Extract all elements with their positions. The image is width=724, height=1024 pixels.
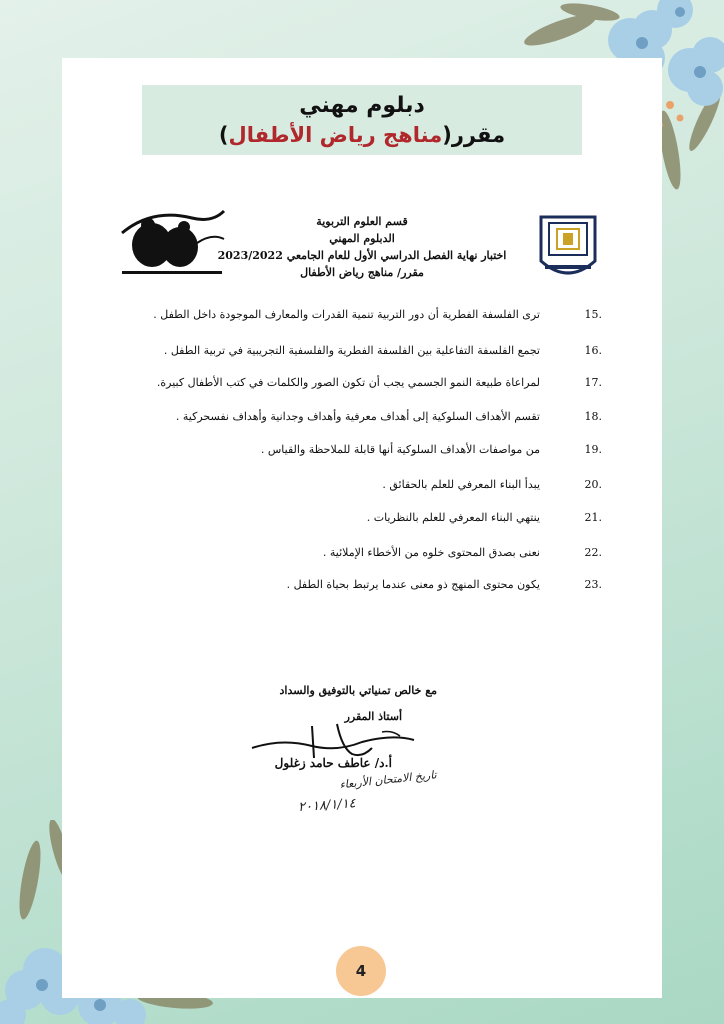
banner-course — [142, 123, 582, 147]
closing-wishes: مع خالص تمنياتي بالتوفيق والسداد — [279, 684, 437, 697]
handwritten-day: الأربعاء — [338, 775, 372, 792]
item-number: .17 — [584, 376, 602, 389]
item-text: يبدأ البناء المعرفي للعلم بالحقائق . — [382, 478, 540, 491]
item-number: .16 — [584, 344, 602, 357]
banner-paren-close: ) — [218, 123, 229, 147]
item-number: .18 — [584, 410, 602, 423]
course-name: مقرر/ مناهج رياض الأطفال — [300, 266, 424, 279]
item-text: ينتهي البناء المعرفي للعلم بالنظريات . — [366, 511, 540, 524]
list-item — [162, 410, 602, 430]
item-number: .20 — [584, 478, 602, 491]
banner-course-prefix: مقرر — [451, 123, 506, 147]
handwritten-label: تاريخ الامتحان — [373, 768, 438, 788]
banner-title: دبلوم مهني — [299, 93, 425, 118]
item-number: .21 — [584, 511, 602, 524]
exam-title: اختبار نهاية الفصل الدراسي الأول للعام الجامعي 2023/2022 — [217, 249, 507, 262]
list-item — [162, 511, 602, 531]
item-text: ترى الفلسفة الفطرية أن دور التربية تنمية القدرات والمعارف الموجودة داخل الطفل . — [153, 308, 540, 321]
exam-header — [202, 213, 522, 281]
item-number: .19 — [584, 443, 602, 456]
item-number: .15 — [584, 308, 602, 321]
university-logo — [537, 213, 599, 285]
item-text: تقسم الأهداف السلوكية إلى أهداف معرفية وأهداف وجدانية وأهداف نفسحركية . — [175, 410, 540, 423]
program-name: الدبلوم المهني — [329, 232, 395, 245]
item-text: لمراعاة طبيعة النمو الجسمي يجب أن تكون الصور والكلمات في كتب الأطفال كبيرة. — [156, 376, 540, 389]
instructor-title: أستاذ المقرر — [344, 710, 402, 723]
item-number: .22 — [584, 546, 602, 559]
list-item — [162, 443, 602, 463]
item-text: من مواصفات الأهداف السلوكية أنها قابلة للملاحظة والقياس . — [260, 443, 540, 456]
item-text: يكون محتوى المنهج ذو معنى عندما يرتبط بحياة الطفل . — [286, 578, 540, 591]
page-number-badge: 4 — [336, 946, 386, 996]
item-number: .23 — [584, 578, 602, 591]
list-item — [162, 578, 602, 598]
list-item — [156, 376, 602, 396]
list-item — [162, 478, 602, 498]
list-item — [153, 308, 602, 328]
department-name: قسم العلوم التربوية — [316, 215, 408, 228]
list-item — [162, 546, 602, 566]
instructor-name: أ.د/ عاطف حامد زغلول — [274, 756, 392, 770]
handwritten-date: ٢٠١٨/١/١٤ — [297, 796, 357, 816]
document-page — [62, 58, 662, 998]
item-text: تجمع الفلسفة التفاعلية بين الفلسفة الفطرية والفلسفية التجريبية في تربية الطفل . — [163, 344, 540, 357]
item-text: نعنى بصدق المحتوى خلوه من الأخطاء الإملائية . — [322, 546, 540, 559]
banner-course-name: مناهج رياض الأطفال — [228, 123, 443, 147]
list-item — [162, 344, 602, 364]
banner-paren-open: ( — [442, 123, 452, 147]
course-banner — [142, 85, 582, 155]
